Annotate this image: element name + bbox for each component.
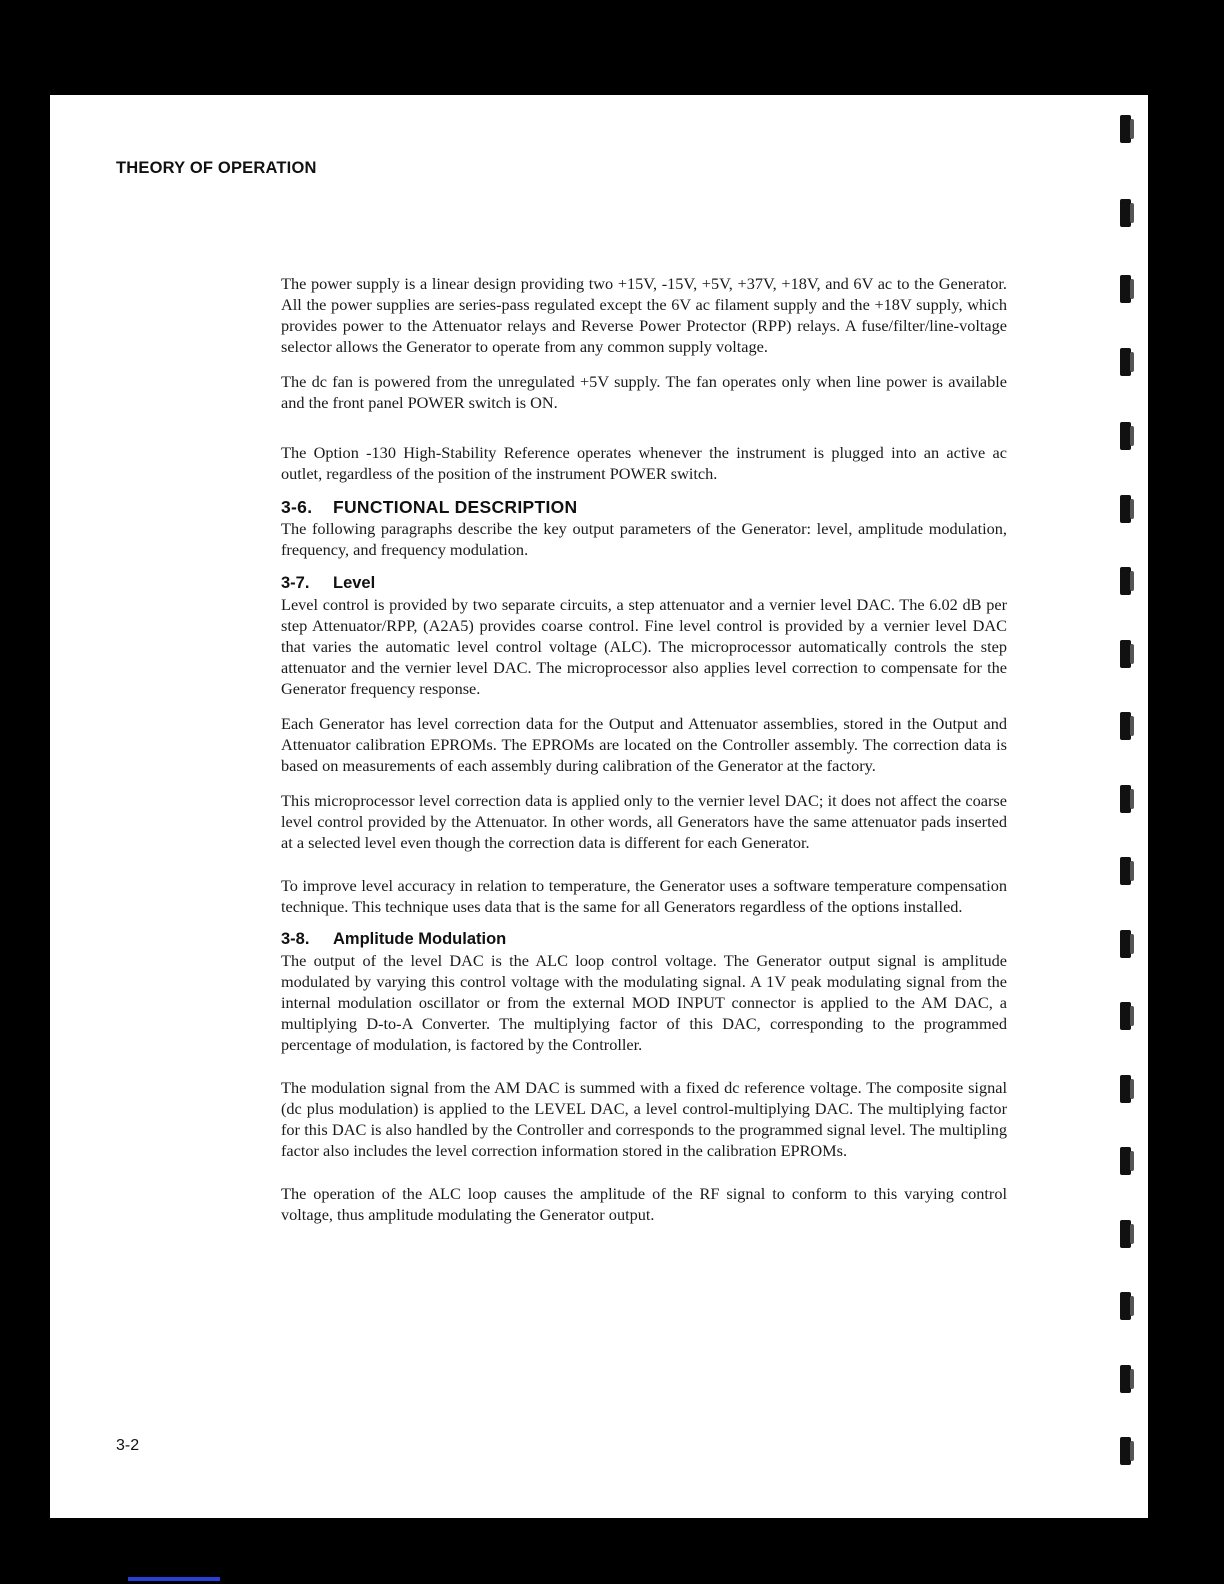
section-number: 3-8.: [281, 930, 310, 948]
binding-hole: [1120, 930, 1131, 958]
section-title: Amplitude Modulation: [333, 930, 507, 948]
binding-hole: [1120, 1437, 1131, 1465]
section-heading-amplitude-modulation: [281, 928, 1007, 950]
paragraph-power-supply: The power supply is a linear design providing two +15V, -15V, +5V, +37V, +18V, and 6V ac to the Generator. All the power supplies are series-pass regulated except the 6V ac filament supply and the +18V supply, which provides power to the Attenuator relays and Reverse Power Protector (RPP) relays. A fuse/filter/line-voltage selector allows the Generator to operate from any common supply voltage.: [281, 274, 1007, 356]
paragraph-am-3: The operation of the ALC loop causes the amplitude of the RF signal to conform to this varying control voltage, thus amplitude modulating the Generator output.: [281, 1184, 1007, 1224]
section-heading-functional-description: [281, 496, 1007, 518]
binding-hole: [1120, 1220, 1131, 1248]
binding-hole: [1120, 857, 1131, 885]
paragraph-level-2: Each Generator has level correction data for the Output and Attenuator assemblies, stored in the Output and Attenuator calibration EPROMs. The EPROMs are located on the Controller assembly. The correction data is based on measurements of each assembly during calibration of the Generator at the factory.: [281, 714, 1007, 775]
binding-hole: [1120, 1002, 1131, 1030]
page-number: 3-2: [116, 1437, 140, 1454]
paragraph-level-1: Level control is provided by two separate circuits, a step attenuator and a vernier level DAC. The 6.02 dB per step Attenuator/RPP, (A2A5) provides coarse control. Fine level control is provided by a vernier level DAC that varies the automatic level control voltage (ALC). The microprocessor automatically controls the step attenuator and the vernier level DAC. The microprocessor also applies level correction to compensate for the Generator frequency response.: [281, 595, 1007, 698]
section-number: 3-6.: [281, 497, 313, 517]
binding-hole: [1120, 567, 1131, 595]
binding-hole: [1120, 1147, 1131, 1175]
paragraph-level-4: To improve level accuracy in relation to temperature, the Generator uses a software temperature compensation technique. This technique uses data that is the same for all Generators regardless of the options installed.: [281, 876, 1007, 916]
binding-hole: [1120, 348, 1131, 376]
paragraph-am-1: The output of the level DAC is the ALC loop control voltage. The Generator output signal is amplitude modulated by varying this control voltage with the modulating signal. A 1V peak modulating signal from the internal modulation oscillator or from the external MOD INPUT connector is applied to the AM DAC, a multiplying D-to-A Converter. The multiplying factor of this DAC, corresponding to the programmed percentage of modulation, is factored by the Controller.: [281, 951, 1007, 1054]
binding-hole: [1120, 1075, 1131, 1103]
body-content: [281, 273, 1007, 1225]
binding-hole: [1120, 1292, 1131, 1320]
scan-edge-mark: [128, 1577, 220, 1581]
binding-hole: [1120, 785, 1131, 813]
section-heading-level: [281, 572, 1007, 594]
binding-hole: [1120, 115, 1131, 143]
paragraph-dc-fan: The dc fan is powered from the unregulated +5V supply. The fan operates only when line power is available and the front panel POWER switch is ON.: [281, 372, 1007, 412]
binding-hole: [1120, 495, 1131, 523]
paragraph-level-3: This microprocessor level correction data is applied only to the vernier level DAC; it does not affect the coarse level control provided by the Attenuator. In other words, all Generators have the same attenuator pads inserted at a selected level even though the correction data is different for each Generator.: [281, 791, 1007, 852]
section-title: FUNCTIONAL DESCRIPTION: [333, 497, 578, 517]
binding-hole: [1120, 1365, 1131, 1393]
paragraph-option-130: The Option -130 High-Stability Reference operates whenever the instrument is plugged into an active ac outlet, regardless of the position of the instrument POWER switch.: [281, 443, 1007, 483]
binding-hole: [1120, 712, 1131, 740]
binding-hole: [1120, 199, 1131, 227]
document-page: [50, 95, 1148, 1518]
page-header: THEORY OF OPERATION: [116, 159, 317, 177]
binding-holes: [1117, 95, 1137, 1518]
paragraph-functional-description: The following paragraphs describe the key output parameters of the Generator: level, amplitude modulation, frequency, and frequency modulation.: [281, 519, 1007, 559]
binding-hole: [1120, 422, 1131, 450]
binding-hole: [1120, 275, 1131, 303]
section-title: Level: [333, 574, 376, 592]
paragraph-am-2: The modulation signal from the AM DAC is summed with a fixed dc reference voltage. The composite signal (dc plus modulation) is applied to the LEVEL DAC, a level control-multiplying DAC. The multiplying factor for this DAC is also handled by the Controller and corresponds to the programmed signal level. The multipling factor also includes the level correction information stored in the calibration EPROMs.: [281, 1078, 1007, 1160]
section-number: 3-7.: [281, 574, 310, 592]
binding-hole: [1120, 640, 1131, 668]
